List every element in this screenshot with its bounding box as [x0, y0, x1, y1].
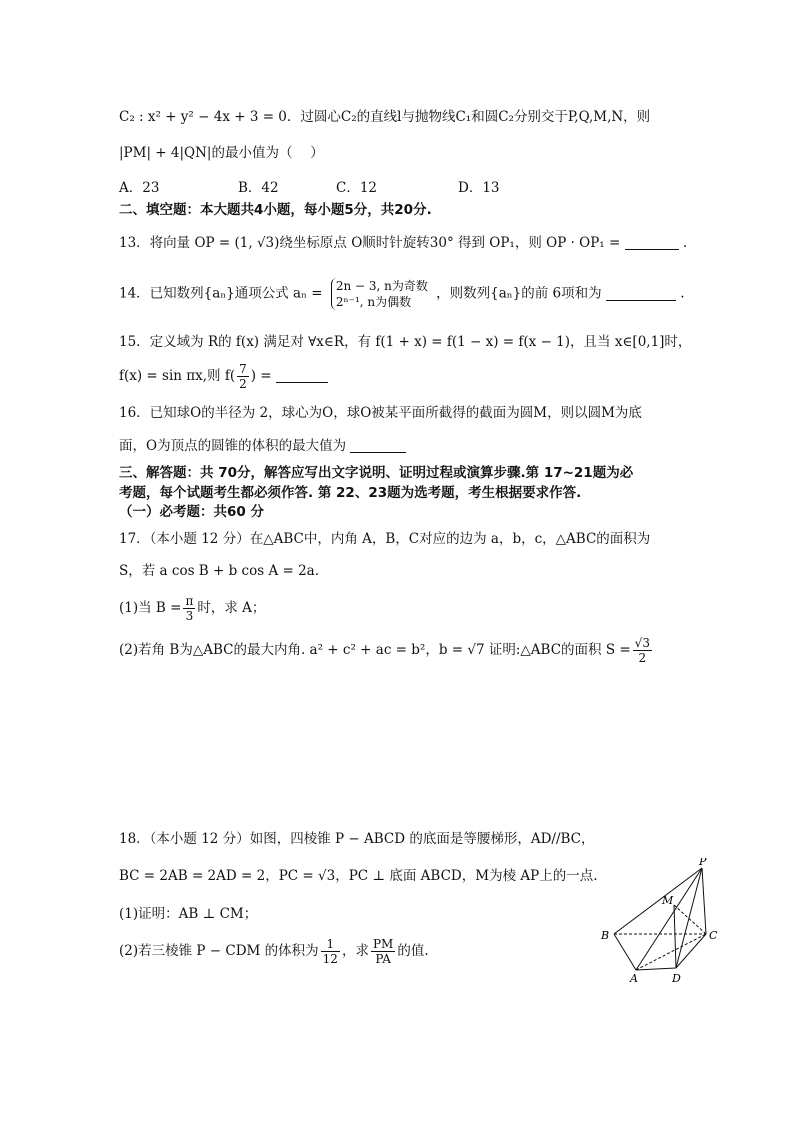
q12-option-d: D．13 — [458, 180, 500, 196]
q17-p1-pre: (1)当 B = — [119, 600, 182, 616]
q12-option-a: A．23 — [119, 180, 160, 196]
q14 — [119, 278, 685, 310]
q18-p2-den2: PA — [375, 952, 391, 966]
section3-sub: （一）必考题：共60 分 — [119, 504, 264, 520]
q18-p2-num1: 1 — [321, 937, 340, 952]
section2-heading: 二、填空题：本大题共4小题，每小题5分，共20分. — [119, 202, 432, 218]
q18-line1: 18．（本小题 12 分）如图，四棱锥 P − ABCD 的底面是等腰梯形，AD//BC， — [119, 831, 595, 847]
q18-p2-num2: PM — [372, 937, 394, 951]
q18-p2-pre: (2)若三棱锥 P − CDM 的体积为 — [119, 943, 319, 959]
q17-p2-fraction — [633, 636, 652, 665]
q14-cases — [331, 278, 428, 310]
q17-part1 — [119, 594, 265, 623]
q18-line2: BC = 2AB = 2AD = 2，PC = √3，PC ⊥ 底面 ABCD，M为棱 AP上的一点. — [119, 868, 598, 884]
q14-end: . — [680, 285, 685, 302]
label-B: B — [601, 929, 610, 942]
edge-PA — [636, 868, 702, 970]
q18-p2-post: 的值. — [397, 943, 429, 959]
q13 — [119, 234, 687, 252]
q18-part2 — [119, 937, 429, 966]
q14-pre: 14．已知数列{aₙ}通项公式 aₙ = — [119, 285, 323, 302]
q17-p1-num: π — [185, 594, 194, 608]
q15-fraction — [237, 362, 249, 391]
q18-p2-fraction1 — [321, 937, 340, 966]
edge-PC — [702, 868, 706, 934]
label-C: C — [709, 929, 718, 942]
label-D: D — [672, 972, 681, 985]
q17-line1: 17．（本小题 12 分）在△ABC中，内角 A，B，C对应的边为 a，b，c，△ABC的面积为 — [119, 531, 651, 547]
edge-AD — [636, 968, 676, 970]
q12-line1: C₂ : x² + y² − 4x + 3 = 0．过圆心C₂的直线l与抛物线C₁和圆C₂分别交于P,Q,M,N，则 — [119, 109, 651, 125]
pyramid-figure — [596, 858, 726, 988]
q16-blank — [350, 438, 406, 453]
q17-p2-num: √3 — [634, 636, 650, 650]
edge-BA — [614, 934, 636, 970]
q18-p2-mid: ，求 — [341, 943, 369, 959]
q17-part2 — [119, 636, 654, 665]
q18-p2-fraction2 — [371, 937, 395, 966]
edge-PB — [614, 868, 702, 934]
q12-option-b: B．42 — [238, 180, 279, 196]
section3-line2: 考题，每个试题考生都必须作答. 第 22、23题为选考题，考生根据要求作答. — [119, 485, 582, 501]
q17-p1-fraction — [183, 594, 195, 623]
q15-frac-den: 2 — [239, 377, 247, 391]
segment-MD — [674, 905, 676, 968]
q17-p1-post: 时，求 A； — [197, 600, 266, 616]
section3-line1: 三、解答题：共 70分，解答应写出文字说明、证明过程或演算步骤.第 17~21题为必 — [119, 465, 634, 481]
q17-p1-den: 3 — [185, 609, 194, 623]
q12-option-c: C．12 — [336, 180, 378, 196]
q18-part1: (1)证明：AB ⊥ CM； — [119, 906, 258, 922]
q16-line2 — [119, 437, 406, 455]
q13-end: . — [682, 235, 688, 251]
q16-line2-text: 面，O为顶点的圆锥的体积的最大值为 — [119, 438, 347, 454]
q15-frac-num: 7 — [239, 362, 247, 376]
label-A: A — [630, 972, 638, 985]
q17-p2-pre: (2)若角 B为△ABC的最大内角. a² + c² + ac = b²，b = √7 证明:△ABC的面积 S = — [119, 642, 631, 658]
segment-MC — [674, 905, 706, 934]
q18-p2-den1: 12 — [322, 952, 338, 966]
label-P: P — [699, 858, 707, 868]
q14-case1: 2n − 3, n为奇数 — [335, 279, 428, 293]
q17-p2-den: 2 — [638, 651, 647, 665]
segment-AC — [636, 934, 706, 970]
q15-blank — [276, 368, 328, 383]
q14-blank — [606, 286, 676, 301]
q13-blank — [625, 235, 679, 250]
q15-line2-post: ) = — [250, 368, 272, 384]
q16-line1: 16．已知球O的半径为 2，球心为O，球O被某平面所截得的截面为圆M，则以圆M为底 — [119, 405, 642, 421]
q15-line2 — [119, 362, 328, 391]
q12-line2: |PM| + 4|QN|的最小值为（ ） — [119, 145, 324, 161]
q13-text: 13．将向量 OP = (1, √3)绕坐标原点 O顺时针旋转30° 得到 OP₁，则 OP · OP₁ = — [119, 235, 621, 251]
q14-post: ，则数列{aₙ}的前 6项和为 — [436, 285, 602, 302]
q15-line2-pre: f(x) = sin πx,则 f( — [119, 368, 236, 384]
q14-case2: 2ⁿ⁻¹, n为偶数 — [335, 295, 412, 309]
q17-line2: S，若 a cos B + b cos A = 2a. — [119, 563, 320, 579]
label-M: M — [662, 894, 674, 907]
q15-line1: 15．定义域为 R的 f(x) 满足对 ∀x∈R，有 f(1 + x) = f(1 − x) = f(x − 1)，且当 x∈[0,1]时， — [119, 334, 692, 350]
